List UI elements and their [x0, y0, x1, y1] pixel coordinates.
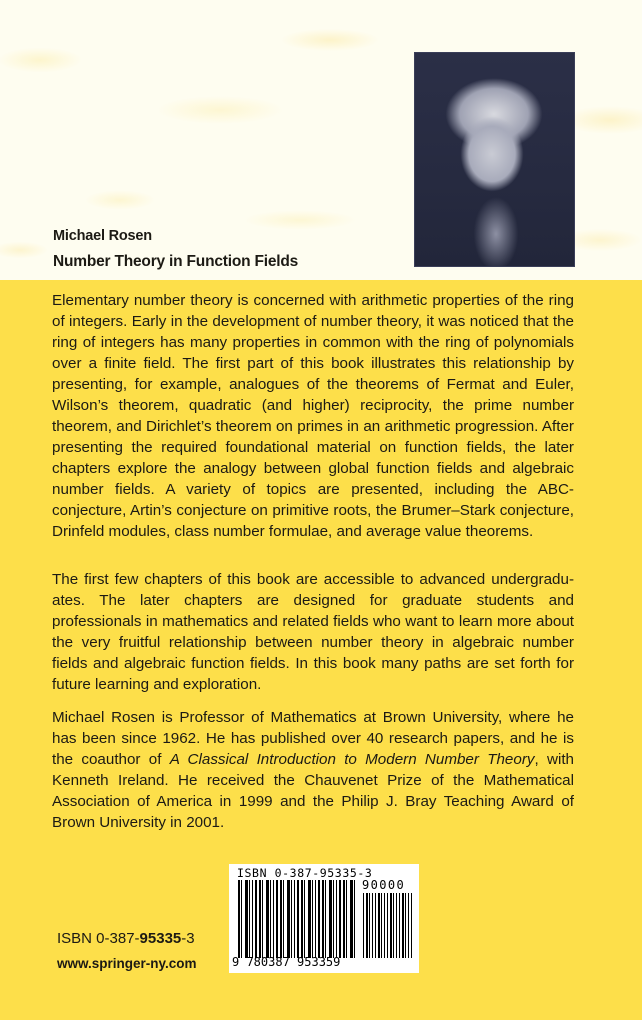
barcode-bars-icon — [238, 880, 357, 958]
author-name: Michael Rosen — [53, 228, 152, 244]
description-paragraph-1: Elementary number theory is concerned with arithmetic properties of the ring of integers. Early in the development of number theory, it was noticed that the ring of integers has many properties in common with the ring of polynomials over a finite field. The first part of this book illustrates this relationship by presenting, for example, analogues of the theorems of Fermat and Euler, Wilson’s theorem, quadratic (and higher) reciprocity, the prime number theorem, and Dirichlet’s theorem on primes in an arithmetic progression. After presenting the required foundational material on function fields, the later chapters explore the analogy between global function fields and algebraic number fields. A variety of topics are presented, including the ABC-conjecture, Artin’s conjecture on primitive roots, the Brumer–Stark conjecture, Drinfeld modules, class number formulae, and average value theorems. — [52, 292, 574, 540]
barcode-addon-bars-icon — [363, 893, 414, 958]
author-bio-paragraph — [52, 707, 574, 833]
isbn-label — [57, 930, 195, 947]
barcode — [229, 864, 419, 973]
description-paragraph-2: The first few chapters of this book are accessible to advanced undergraduates. The later chapters are designed for graduate students and professionals in mathematics and related fields who want to learn more about the very fruitful relationship between number theory in algebraic number fields and algebraic function fields. In this book many paths are set forth for future learning and exploration. — [52, 571, 574, 693]
publisher-url: www.springer-ny.com — [57, 956, 197, 971]
book-title: Number Theory in Function Fields — [53, 253, 299, 270]
bio-book-title: A Classical Introduction to Modern Number Theory — [169, 751, 535, 768]
bio-text-start: Michael Rosen is Professor of Mathematics at Brown University, where he has been since 1962. He has published over 40 research papers, and he is the coauthor of — [52, 709, 574, 768]
barcode-isbn-text: ISBN 0-387-95335-3 — [237, 866, 373, 880]
isbn-prefix: ISBN 0-387- — [57, 930, 140, 947]
barcode-ean-digits: 9 780387 953359 — [232, 955, 341, 969]
barcode-addon-number: 90000 — [362, 878, 406, 892]
isbn-bold-part: 95335 — [139, 930, 182, 947]
isbn-suffix: -3 — [181, 930, 195, 947]
bio-text-end: , with Kenneth Ireland. He received the Chauvenet Prize of the Mathematical Association of America in 1999 and the Philip J. Bray Teaching Award of Brown University in 2001. — [52, 751, 574, 831]
author-photo — [414, 52, 575, 267]
